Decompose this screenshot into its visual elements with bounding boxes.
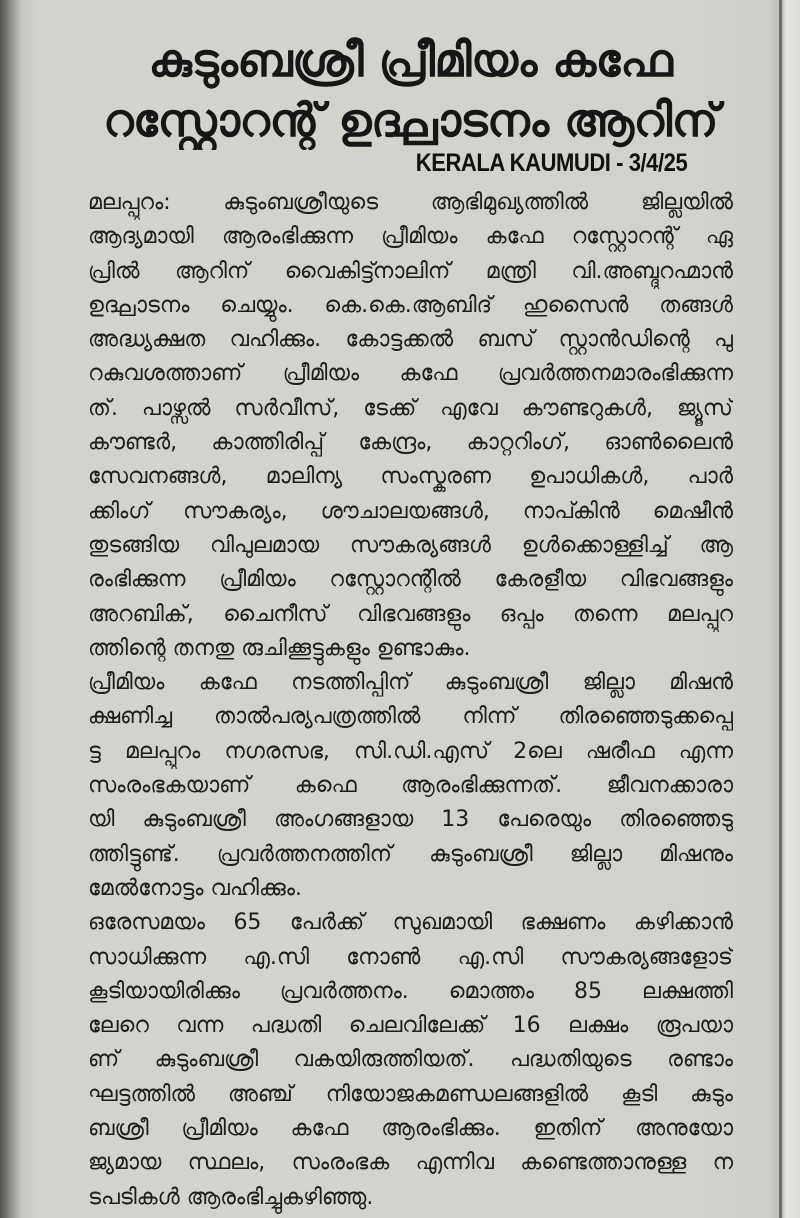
text-line: പ്രിൽ ആറിന് വൈകിട്ട്നാലിന് മന്ത്രി വി.അബ്ദുറഹ്മാൻ <box>88 258 733 284</box>
text-line: മലപ്പുറം: കുടുംബശ്രീയുടെ ആഭിമുഖ്യത്തിൽ ജില്ലയിൽ <box>88 190 733 215</box>
paragraph-2 <box>88 666 733 906</box>
text-line: കൗണ്ടർ, കാത്തിരിപ്പ് കേന്ദ്രം, കാറ്ററിംഗ്, ഓൺലൈൻ <box>88 430 733 456</box>
text-line: തുടങ്ങിയ വിപുലമായ സൗകര്യങ്ങൾ ഉൾക്കൊള്ളിച്ച് ആ <box>88 532 733 558</box>
article-body <box>88 186 733 1215</box>
headline-line-1: കുടുംബശ്രീ പ്രീമിയം കഫേ <box>148 33 673 87</box>
news-article <box>88 30 733 1210</box>
text-line: ബശ്രീ പ്രീമിയം കഫേ ആരംഭിക്കും. ഇതിന് അനുയോ <box>88 1116 733 1142</box>
text-line: ടപടികൾ ആരംഭിച്ചുകഴിഞ്ഞു. <box>88 1184 374 1210</box>
text-line: സംരംഭകയാണ് കഫെ ആരംഭിക്കുന്നത്. ജീവനക്കാരാ <box>88 773 733 799</box>
text-line: സേവനങ്ങൾ, മാലിന്യ സംസ്കരണ ഉപാധികൾ, പാർ <box>88 464 733 490</box>
text-line: ട്ട മലപ്പുറം നഗരസഭ, സി.ഡി.എസ് 2ലെ ഷരീഫ എന്ന <box>88 738 733 764</box>
text-line: ലേറെ വന്ന പദ്ധതി ചെലവിലേക്ക് 16 ലക്ഷം രൂപയാ <box>88 1013 733 1039</box>
text-line: ത്തിട്ടുണ്ട്. പ്രവർത്തനത്തിന് കുടുംബശ്രീ ജില്ലാ മിഷനും <box>88 841 733 867</box>
text-line: കൂടിയായിരിക്കും പ്രവർത്തനം. മൊത്തം 85 ലക്ഷത്തി <box>88 978 733 1004</box>
text-line: രംഭിക്കുന്ന പ്രീമിയം റസ്റ്റോറന്റിൽ കേരളീയ വിഭവങ്ങളും <box>88 567 733 593</box>
text-line: ഘട്ടത്തിൽ അഞ്ച് നിയോജകമണ്ഡലങ്ങളിൽ കൂടി കുടും <box>88 1081 733 1107</box>
text-line: ക്ഷണിച്ച താൽപര്യപത്രത്തിൽ നിന്ന് തിരഞ്ഞെടുക്കപ്പെ <box>88 704 733 730</box>
page-fold-shadow <box>779 0 782 1218</box>
headline-line-2: റസ്റ്റോറന്റ് ഉദ്ഘാടനം ആറിന് <box>103 93 718 147</box>
text-line: പ്രീമിയം കഫേ നടത്തിപ്പിന് കുടുംബശ്രീ ജില്ലാ മിഷൻ <box>88 670 733 696</box>
text-line: മേൽനോട്ടം വഹിക്കും. <box>88 875 302 901</box>
paragraph-3 <box>88 906 733 1215</box>
article-headline <box>88 30 733 150</box>
source-credit: KERALA KAUMUDI - 3/4/25 <box>415 149 688 177</box>
text-line: ക്കിംഗ് സൗകര്യം, ശൗചാലയങ്ങൾ, നാപ്കിൻ മെഷീൻ <box>88 498 733 524</box>
text-line: ആദ്യമായി ആരംഭിക്കുന്ന പ്രീമിയം കഫേ റസ്റ്റോറന്റ് ഏ <box>88 224 733 250</box>
text-line: ഉദ്ഘാടനം ചെയ്യും. കെ.കെ.ആബിദ് ഹുസൈൻ തങ്ങൾ <box>88 292 733 318</box>
text-line: യി കുടുംബശ്രീ അംഗങ്ങളായ 13 പേരെയും തിരഞ്ഞെടു <box>88 807 733 833</box>
text-line: ത്തിന്റെ തനതു രുചിക്കൂട്ടുകളും ഉണ്ടാകും. <box>88 635 471 661</box>
text-line: ഒരേസമയം 65 പേർക്ക് സുഖമായി ഭക്ഷണം കഴിക്കാൻ <box>88 910 733 936</box>
text-line: അദ്ധ്യക്ഷത വഹിക്കും. കോട്ടക്കൽ ബസ് സ്റ്റാൻഡിന്റെ പു <box>88 327 733 353</box>
text-line: ണ് കുടുംബശ്രീ വകയിരുത്തിയത്. പദ്ധതിയുടെ രണ്ടാം <box>88 1047 733 1073</box>
text-line: റകുവശത്താണ് പ്രീമിയം കഫേ പ്രവർത്തനമാരംഭിക്കുന്ന <box>88 361 733 387</box>
text-line: ത്. പാഴ്സൽ സർവീസ്, ടേക്ക് എവേ കൗണ്ടറുകൾ, ജ്യൂസ് <box>88 395 733 421</box>
paragraph-1 <box>88 186 733 666</box>
text-line: അറബിക്, ചൈനീസ് വിഭവങ്ങളും ഒപ്പം തന്നെ മലപ്പുറ <box>88 601 733 627</box>
text-line: ജ്യമായ സ്ഥലം, സംരംഭക എന്നിവ കണ്ടെത്താനുള്ള ന <box>88 1150 733 1176</box>
text-line: സാധിക്കുന്ന എ.സി നോൺ എ.സി സൗകര്യങ്ങളോട് <box>88 944 733 970</box>
